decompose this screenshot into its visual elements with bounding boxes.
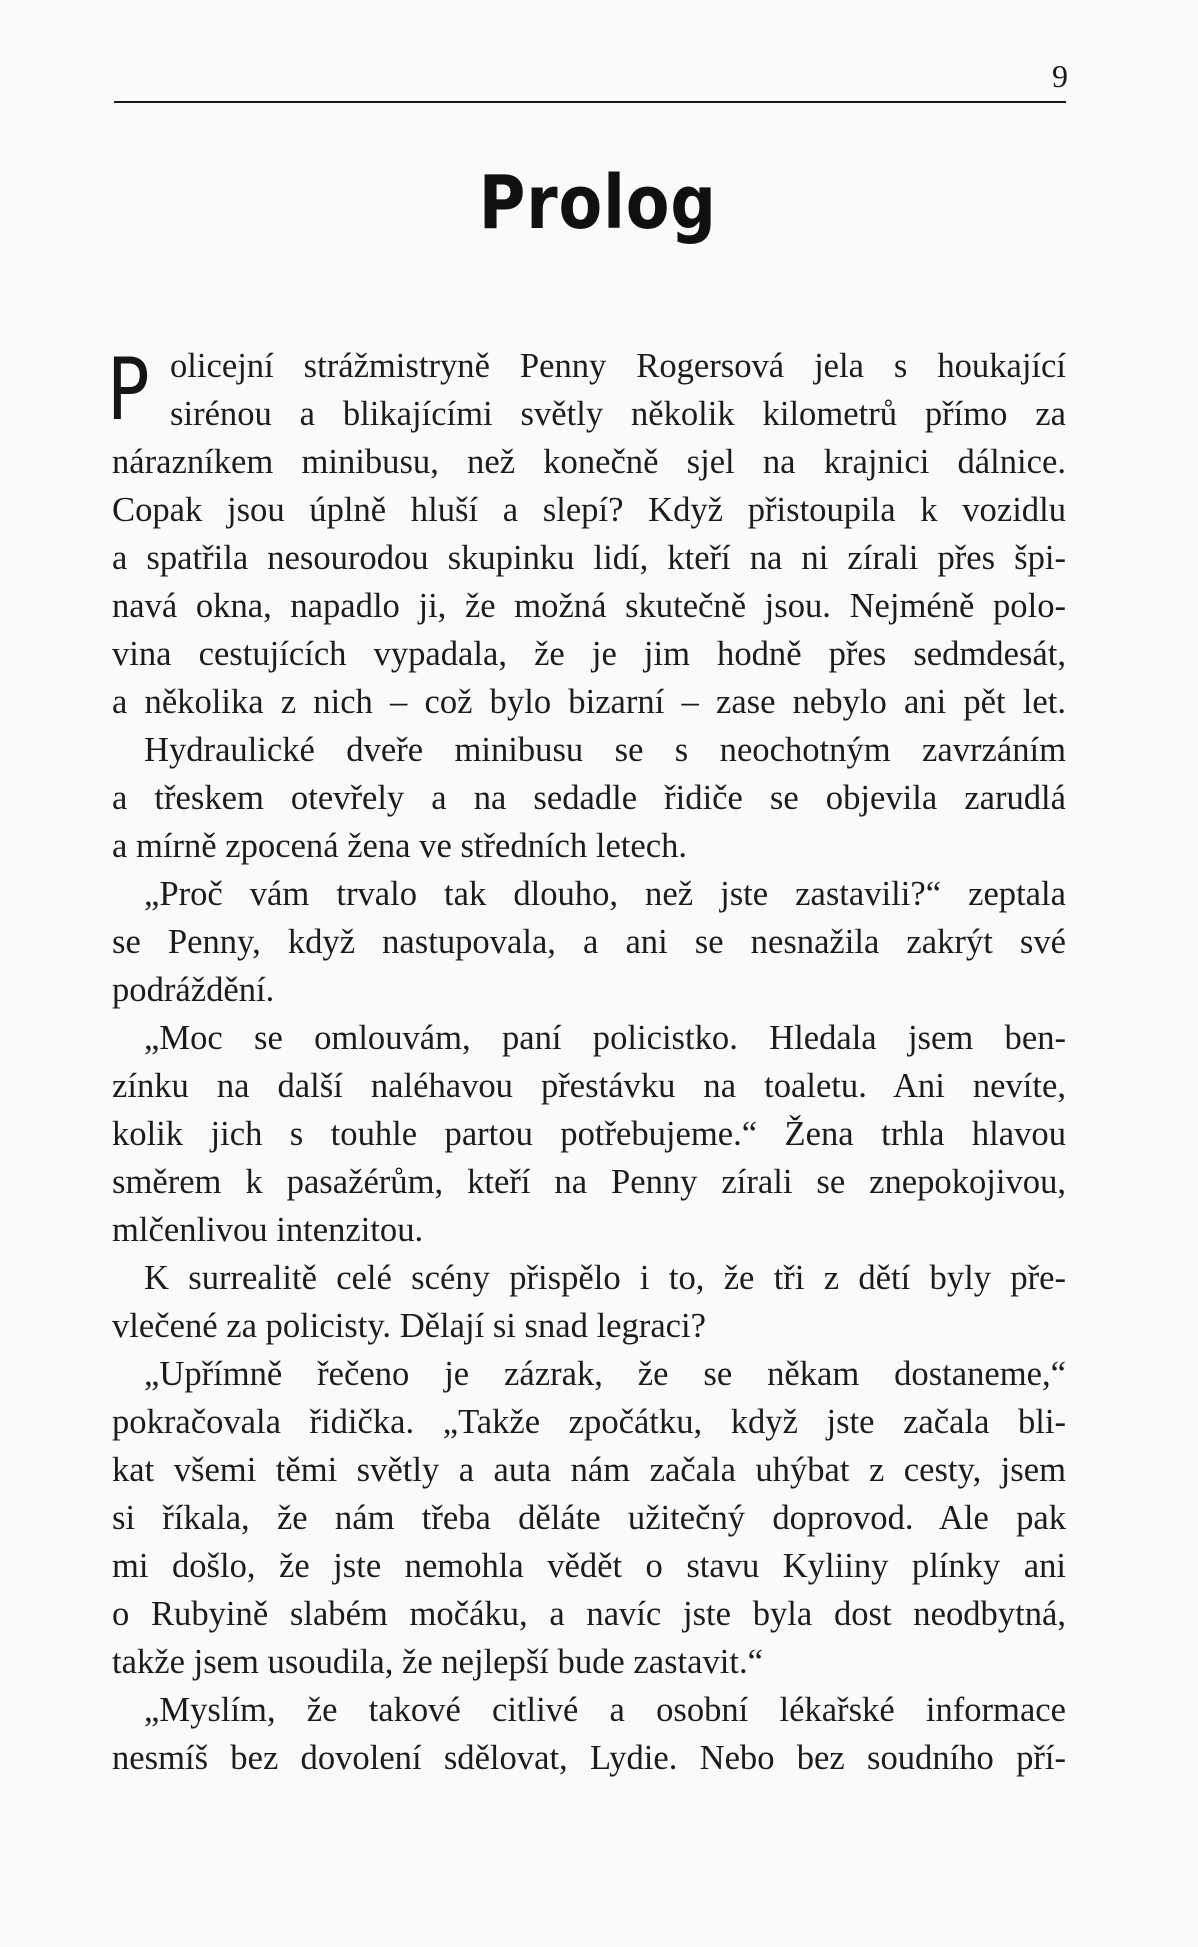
- text-line: „Proč vám trvalo tak dlouho, než jste zastavili?“ zeptala: [144, 875, 1066, 913]
- text-line: o Rubyině slabém močáku, a navíc jste byla dost neodbytná,: [112, 1595, 1066, 1633]
- text-line: „Upřímně řečeno je zázrak, že se někam dostaneme,“: [144, 1355, 1066, 1393]
- header-rule: [114, 101, 1066, 103]
- text-line: mi došlo, že jste nemohla vědět o stavu Kyliiny plínky ani: [112, 1547, 1066, 1585]
- body-text: [107, 340, 1066, 1782]
- text-line: se Penny, když nastupovala, a ani se nesnažila zakrýt své: [112, 923, 1066, 961]
- text-line: a spatřila nesourodou skupinku lidí, kteří na ni zírali přes špi-: [112, 539, 1066, 577]
- text-line: takže jsem usoudila, že nejlepší bude zastavit.“: [112, 1643, 763, 1681]
- text-line: „Myslím, že takové citlivé a osobní lékařské informace: [144, 1691, 1066, 1729]
- text-line: nesmíš bez dovolení sdělovat, Lydie. Nebo bez soudního pří-: [112, 1739, 1066, 1777]
- text-line: podráždění.: [112, 971, 275, 1009]
- text-line: K surrealitě celé scény přispělo i to, že tři z dětí byly pře-: [144, 1259, 1066, 1297]
- text-line: a několika z nich – což bylo bizarní – zase nebylo ani pět let.: [112, 683, 1066, 721]
- text-line: pokračovala řidička. „Takže zpočátku, když jste začala bli-: [112, 1403, 1066, 1441]
- text-line: Hydraulické dveře minibusu se s neochotným zavrzáním: [144, 731, 1066, 769]
- text-line: zínku na další naléhavou přestávku na toaletu. Ani nevíte,: [112, 1067, 1066, 1105]
- text-line: a třeskem otevřely a na sedadle řidiče se objevila zarudlá: [112, 779, 1066, 817]
- drop-cap: P: [107, 340, 150, 440]
- chapter-title: Prolog: [478, 160, 717, 246]
- text-line: a mírně zpocená žena ve středních letech.: [112, 827, 688, 865]
- text-line: kolik jich s touhle partou potřebujeme.“ Žena trhla hlavou: [112, 1115, 1066, 1153]
- page-number: 9: [1052, 58, 1068, 94]
- text-line: vlečené za policisty. Dělají si snad legraci?: [112, 1307, 706, 1345]
- text-line: olicejní strážmistryně Penny Rogersová jela s houkající: [170, 347, 1066, 385]
- text-line: „Moc se omlouvám, paní policistko. Hledala jsem ben-: [144, 1019, 1066, 1057]
- text-line: směrem k pasažérům, kteří na Penny zírali se znepokojivou,: [112, 1163, 1066, 1201]
- text-line: Copak jsou úplně hluší a slepí? Když přistoupila k vozidlu: [112, 491, 1066, 529]
- text-line: nárazníkem minibusu, než konečně sjel na krajnici dálnice.: [112, 443, 1066, 481]
- text-line: sirénou a blikajícími světly několik kilometrů přímo za: [170, 395, 1066, 433]
- text-line: navá okna, napadlo ji, že možná skutečně jsou. Nejméně polo-: [112, 587, 1066, 625]
- text-line: si říkala, že nám třeba děláte užitečný doprovod. Ale pak: [112, 1499, 1066, 1537]
- text-line: kat všemi těmi světly a auta nám začala uhýbat z cesty, jsem: [112, 1451, 1066, 1489]
- text-line: vina cestujících vypadala, že je jim hodně přes sedmdesát,: [112, 635, 1066, 673]
- text-line: mlčenlivou intenzitou.: [112, 1211, 424, 1249]
